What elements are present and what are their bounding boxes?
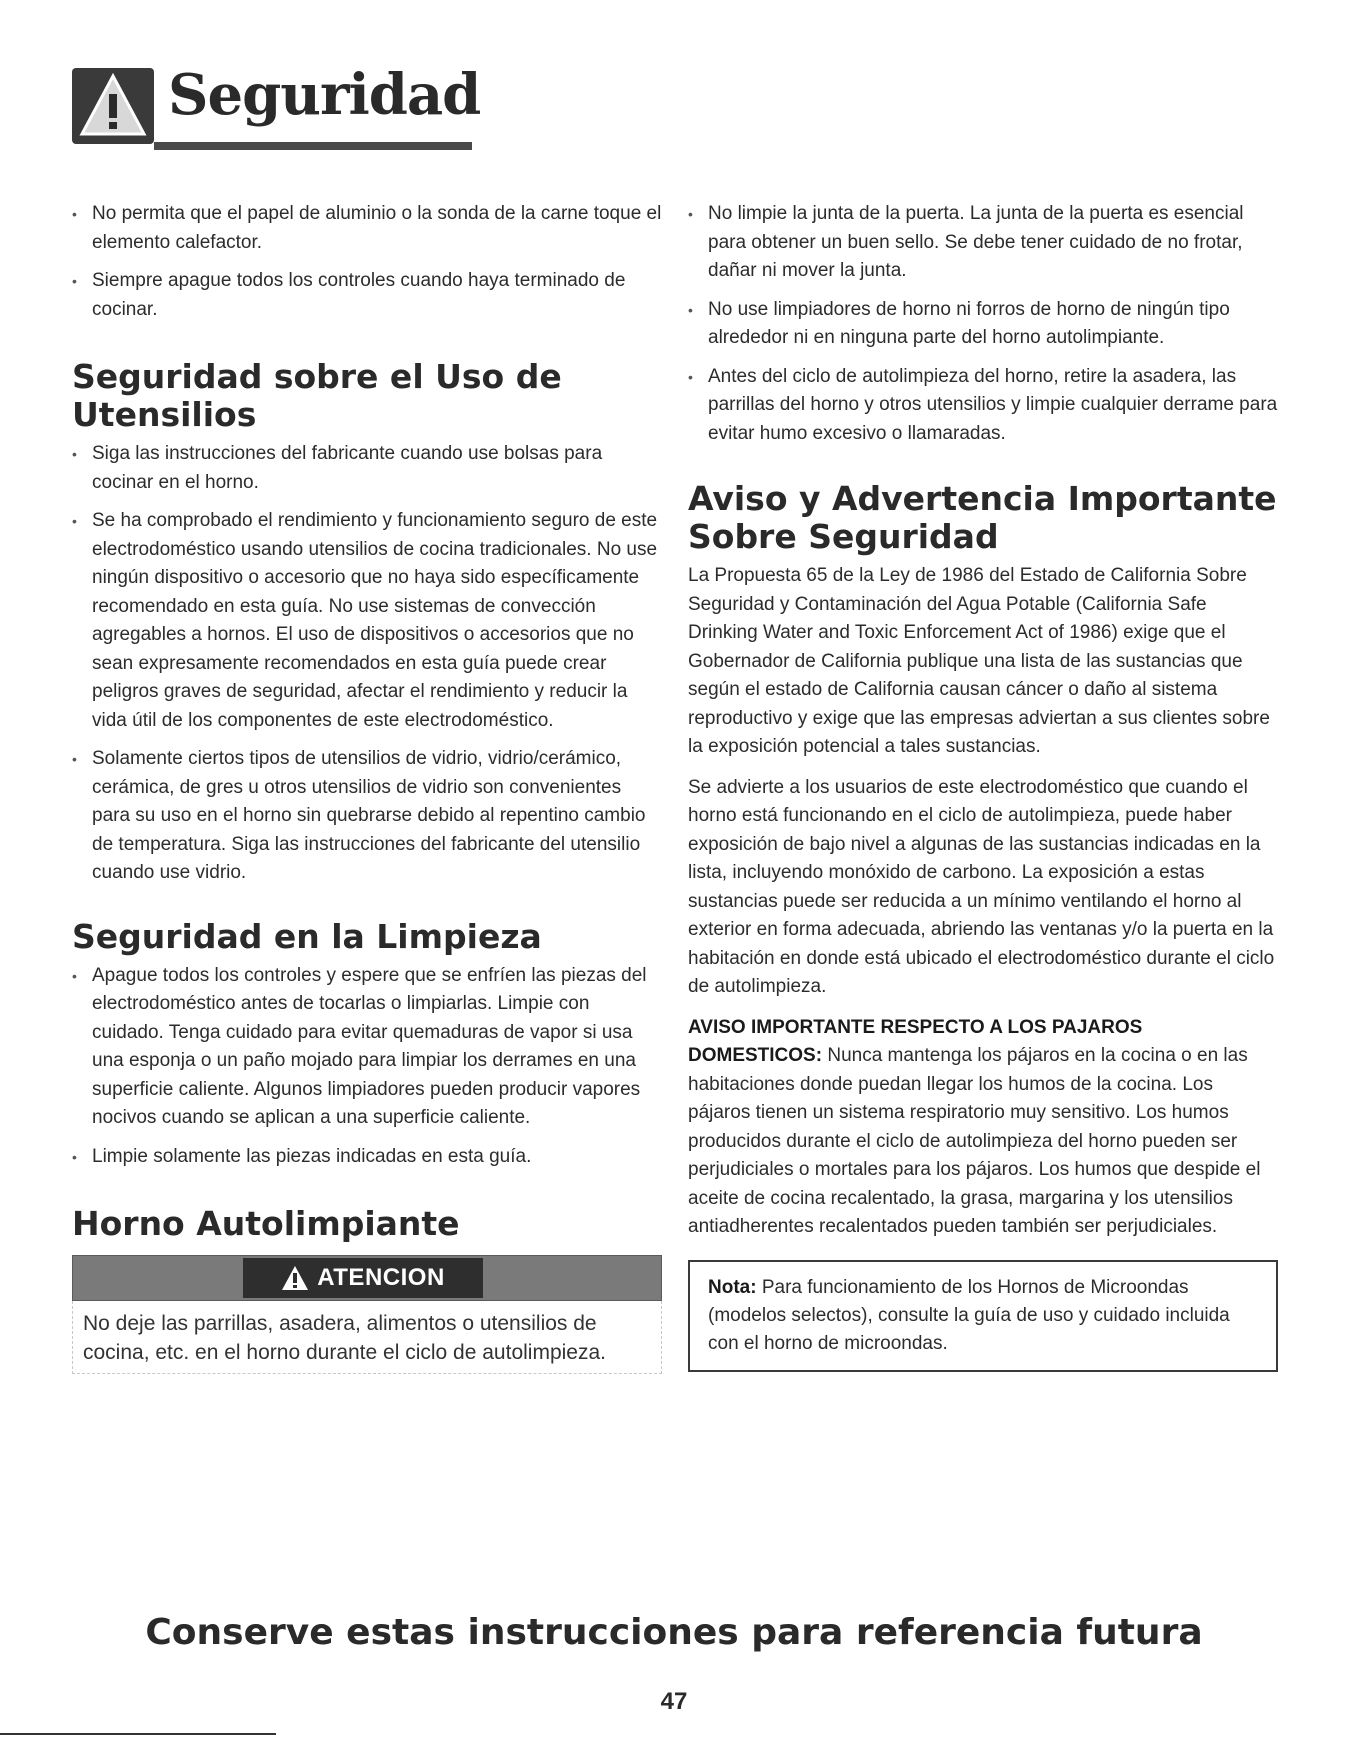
list-item: • No limpie la junta de la puerta. La junta de la puerta es esencial para obtener un buen sello. Se debe tener cuidado de no frotar, dañar ni mover la junta. [688, 200, 1278, 286]
page-number: 47 [660, 1688, 688, 1715]
birds-text: Nunca mantenga los pájaros en la cocina o en las habitaciones donde puedan llegar los humos de la cocina. Los pájaros tienen un sistema respiratorio muy sensitivo. Los humos producidos durante el ciclo de autolimpieza del horno pueden ser perjudiciales o mortales para los pájaros. Los humos que despide el aceite de cocina recalentado, la grasa, margarina y los utensilios antiadherentes recalentados pueden también ser perjudiciales. [688, 1045, 1261, 1237]
header-underline [154, 142, 472, 150]
intro-list-right [688, 200, 1278, 448]
list-item: • Apague todos los controles y espere que se enfríen las piezas del electrodoméstico antes de tocarlas o limpiarlas. Limpie con cuidado. Tenga cuidado para evitar quemaduras de vapor si usa una esponja o un paño mojado para limpiar los derrames en una superficie caliente. Algunos limpiadores pueden producir vapores nocivos cuando se aplican a una superficie caliente. [72, 962, 662, 1133]
birds-lead: AVISO IMPORTANTE RESPECTO A LOS PAJAROS DOMESTICOS: [688, 1016, 1143, 1066]
section-heading-utensils: Seguridad sobre el Uso de Utensilios [72, 357, 562, 434]
warning-label-text: ATENCION [317, 1264, 445, 1291]
warning-banner [72, 1255, 662, 1301]
self-clean-exposure-paragraph: Se advierte a los usuarios de este electrodoméstico que cuando el horno está funcionando en el ciclo de autolimpieza, puede haber exposición de bajo nivel a algunas de las sustancias indicadas en la lista, incluyendo monóxido de carbono. La exposición a estas sustancias puede ser reducida a un mínimo ventilando el horno al exterior en forma adecuada, abriendo las ventanas y/o la puerta en la habitación en donde está ubicado el electrodoméstico durante el ciclo de autolimpieza. [688, 776, 1275, 997]
page-header [72, 62, 481, 148]
right-column [688, 200, 1278, 1372]
warning-text: No deje las parrillas, asadera, alimentos o utensilios de cocina, etc. en el horno durante el ciclo de autolimpieza. [72, 1301, 662, 1374]
list-item: • Se ha comprobado el rendimiento y funcionamiento seguro de este electrodoméstico usando utensilios de cocina tradicionales. No use ningún dispositivo o accesorio que no haya sido específicamente recomendado en esta guía. No use sistemas de convección agregables a hornos. El uso de dispositivos o accesorios que no sean expresamente recomendados en esta guía puede crear peligros graves de seguridad, afectar el rendimiento y reducir la vida útil de los componentes de este electrodoméstico. [72, 507, 662, 735]
list-item: • Siga las instrucciones del fabricante cuando use bolsas para cocinar en el horno. [72, 440, 662, 497]
birds-paragraph [688, 1014, 1278, 1242]
warning-label [243, 1258, 483, 1298]
intro-list-left [72, 200, 662, 324]
warning-triangle-icon [72, 68, 154, 144]
cleaning-list [72, 962, 662, 1172]
section-heading-cleaning: Seguridad en la Limpieza [72, 916, 542, 956]
note-box [688, 1260, 1278, 1372]
list-item: • No use limpiadores de horno ni forros de horno de ningún tipo alrededor ni en ninguna parte del horno autolimpiante. [688, 296, 1278, 353]
note-label: Nota: [708, 1276, 757, 1298]
caution-icon [281, 1265, 309, 1291]
left-column [72, 200, 662, 1374]
list-item: • Limpie solamente las piezas indicadas en esta guía. [72, 1143, 662, 1172]
warning-box [72, 1255, 662, 1374]
list-item: • Siempre apague todos los controles cuando haya terminado de cocinar. [72, 267, 662, 324]
utensils-list [72, 440, 662, 888]
list-item: • Solamente ciertos tipos de utensilios de vidrio, vidrio/cerámico, cerámica, de gres u otros utensilios de vidrio son convenientes para su uso en el horno sin quebrarse debido al repentino cambio de temperatura. Siga las instrucciones del fabricante del utensilio cuando use vidrio. [72, 745, 662, 888]
section-heading-self-clean: Horno Autolimpiante [72, 1204, 460, 1243]
prop65-paragraph: La Propuesta 65 de la Ley de 1986 del Estado de California Sobre Seguridad y Contaminación del Agua Potable (California Safe Drinking Water and Toxic Enforcement Act of 1986) exige que el Gobernador de California publique una lista de las sustancias que según el estado de California causan cáncer o daño al sistema reproductivo y exige que las empresas adviertan a sus clientes sobre la exposición potencial a tales sustancias. [688, 565, 1270, 757]
list-item: • Antes del ciclo de autolimpieza del horno, retire la asadera, las parrillas del horno y otros utensilios y limpie cualquier derrame para evitar humo excesivo o llamaradas. [688, 363, 1278, 449]
footer-title: Conserve estas instrucciones para referencia futura [145, 1612, 1203, 1653]
footer-rule [0, 1733, 276, 1735]
page-title: Seguridad [168, 62, 481, 128]
note-text: Para funcionamiento de los Hornos de Microondas (modelos selectos), consulte la guía de uso y cuidado incluida con el horno de microondas. [708, 1276, 1230, 1354]
section-heading-notice: Aviso y Advertencia Importante Sobre Seguridad [688, 479, 1277, 556]
list-item: • No permita que el papel de aluminio o la sonda de la carne toque el elemento calefactor. [72, 200, 662, 257]
